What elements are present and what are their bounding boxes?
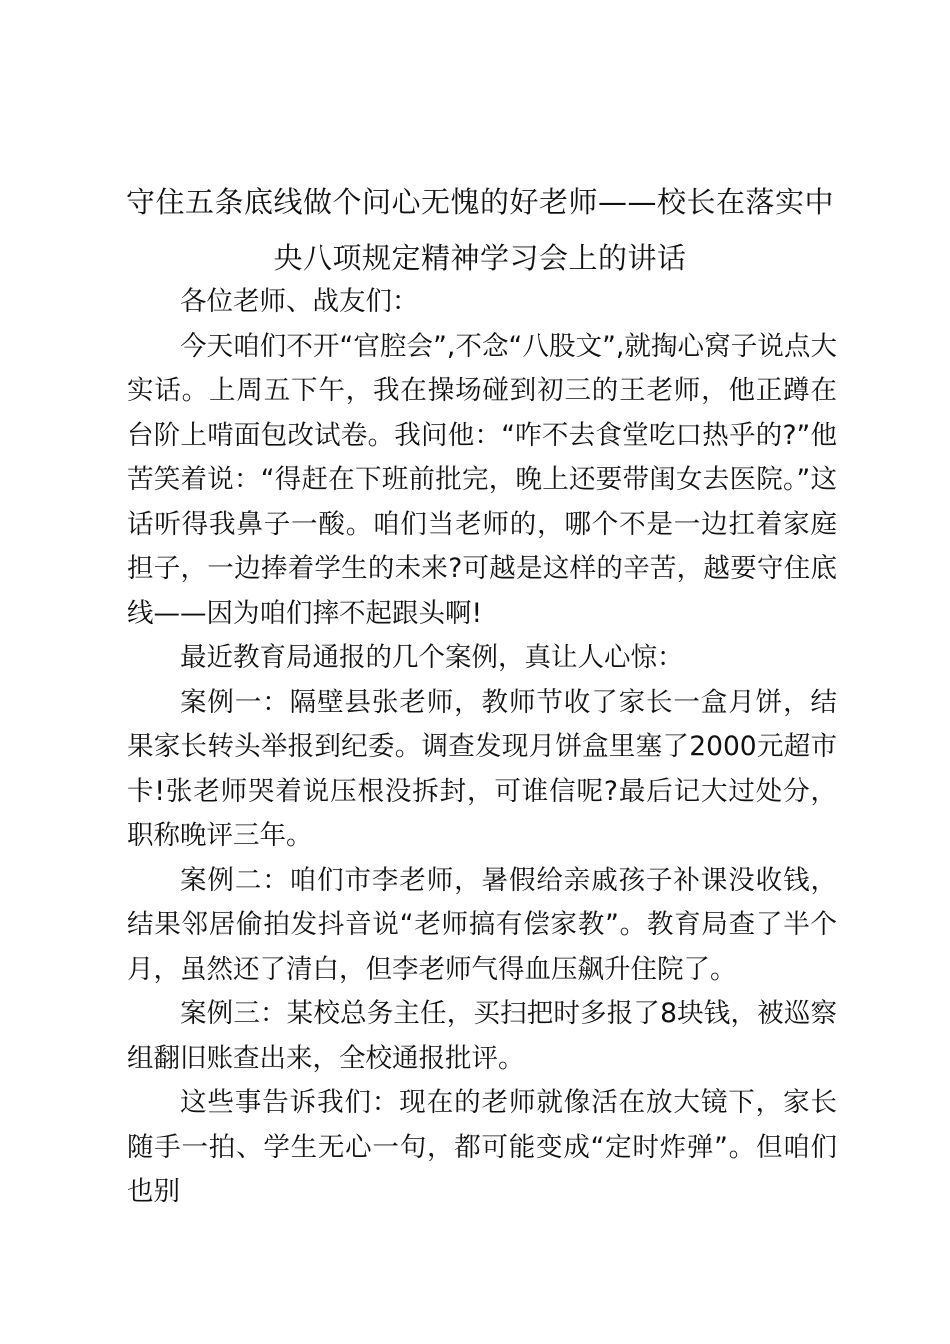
paragraph-lesson: 这些事告诉我们：现在的老师就像活在放大镜下，家长随手一拍、学生无心一句，都可能变成“定时炸弹”。但咱们也别 [127, 1087, 837, 1207]
document-title: 守住五条底线做个问心无愧的好老师——校长在落实中央八项规定精神学习会上的讲话 [125, 185, 834, 275]
paragraph-greeting: 各位老师、战友们： [180, 286, 419, 317]
paragraph-cases-intro: 最近教育局通报的几个案例，真让人心惊： [180, 642, 684, 673]
paragraph-case-three: 案例三：某校总务主任，买扫把时多报了8块钱，被巡察组翻旧账查出来，全校通报批评。 [127, 998, 837, 1074]
paragraph-opening: 今天咱们不开“官腔会”,不念“八股文”,就掏心窝子说点大实话。上周五下午，我在操场碰到初三的王老师，他正蹲在台阶上啃面包改试卷。我问他：“咋不去食堂吃口热乎的?”他苦笑着说：“得赶在下班前批完，晚上还要带闺女去医院。”这话听得我鼻子一酸。咱们当老师的，哪个不是一边扛着家庭担子，一边捧着学生的未来?可越是这样的辛苦，越要守住底线——因为咱们摔不起跟头啊! [127, 330, 837, 629]
paragraph-case-two: 案例二：咱们市李老师，暑假给亲戚孩子补课没收钱，结果邻居偷拍发抖音说“老师搞有偿家教”。教育局查了半个月，虽然还了清白，但李老师气得血压飙升住院了。 [127, 864, 837, 985]
document-body [127, 280, 837, 1215]
paragraph-case-one: 案例一：隔壁县张老师，教师节收了家长一盒月饼，结果家长转头举报到纪委。调查发现月饼盒里塞了2000元超市卡!张老师哭着说压根没拆封，可谁信呢?最后记大过处分，职称晚评三年。 [127, 686, 837, 851]
